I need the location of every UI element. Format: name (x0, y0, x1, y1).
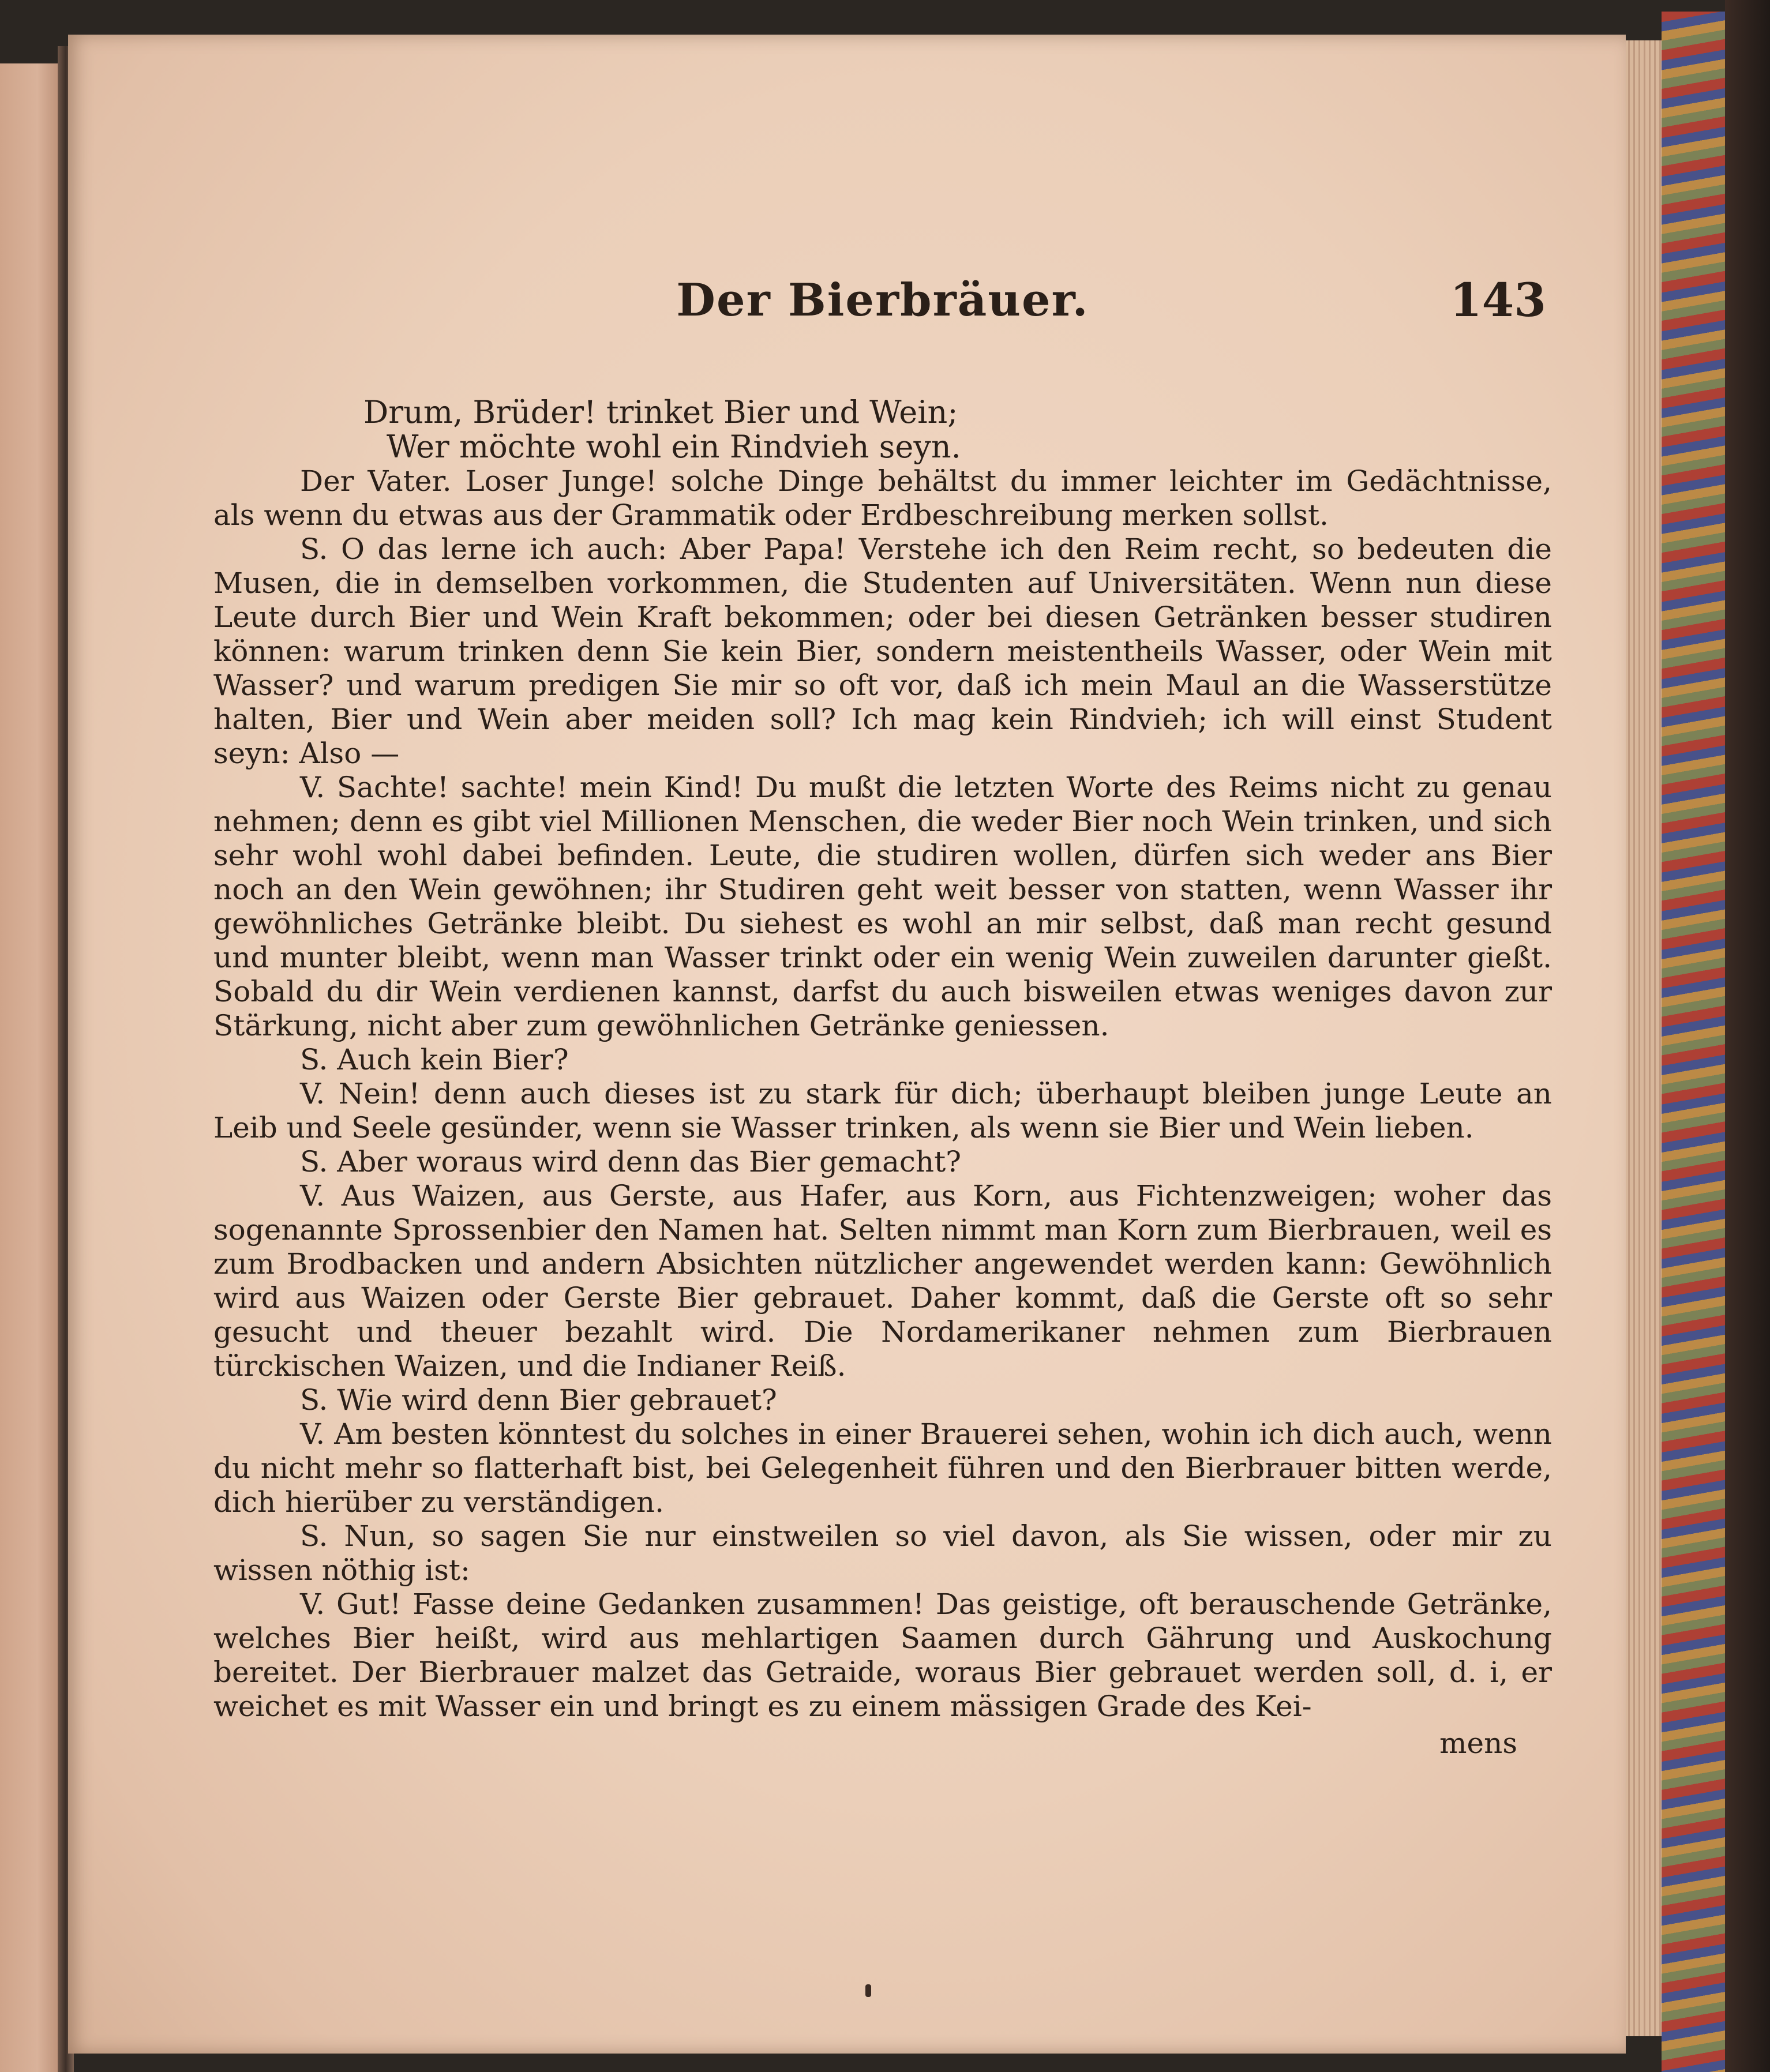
dialogue-paragraph: V. Sachte! sachte! mein Kind! Du mußt die letzten Worte des Reims nicht zu genau nehmen; denn es gibt viel Millionen Menschen, die weder Bier noch Wein trinken, und sich sehr wohl wohl dabei befinden. Leute, die studiren wollen, dürfen sich weder ans Bier noch an den Wein gewöhnen; ihr Studiren geht weit besser von statten, wenn Wasser ihr gewöhnliches Getränke bleibt. Du siehest es wohl an mir selbst, daß man recht gesund und munter bleibt, wenn man Wasser trinkt oder ein wenig Wein zuweilen darunter gießt. Sobald du dir Wein verdienen kannst, darfst du auch bisweilen etwas weniges davon zur Stärkung, nicht aber zum gewöhnlichen Getränke geniessen. (213, 771, 1552, 1042)
dialogue-paragraph: S. Aber woraus wird denn das Bier gemacht? (300, 1145, 962, 1178)
catchword: mens (1439, 1726, 1517, 1760)
ink-mark (865, 1984, 871, 1997)
previous-page-edge (0, 63, 62, 2072)
dialogue-paragraph: S. Auch kein Bier? (300, 1043, 569, 1076)
dialogue-paragraph: V. Am besten könntest du solches in einer Brauerei sehen, wohin ich dich auch, wenn du nicht mehr so flatterhaft bist, bei Gelegenheit führen und den Bierbrauer bitten werde, dich hierüber zu verständigen. (213, 1417, 1552, 1519)
verse-line: Drum, Brüder! trinket Bier und Wein; (363, 394, 958, 430)
dialogue-paragraph: V. Gut! Fasse deine Gedanken zusammen! Das geistige, oft berauschende Getränke, welches Bier heißt, wird aus mehlartigen Saamen durch Gährung und Auskochung bereitet. Der Bierbrauer malzet das Getraide, woraus Bier gebrauet werden soll, d. i, er weichet es mit Wasser ein und bringt es zu einem mässigen Grade des Kei- (213, 1587, 1552, 1723)
dialogue-paragraph: Der Vater. Loser Junge! solche Dinge behältst du immer leichter im Gedächtnisse, als wenn du etwas aus der Grammatik oder Erdbeschreibung merken sollst. (213, 464, 1552, 532)
page-header (213, 262, 1552, 349)
dialogue-paragraph: S. Nun, so sagen Sie nur einstweilen so viel davon, als Sie wissen, oder mir zu wissen nöthig ist: (213, 1519, 1552, 1587)
dialogue-paragraph: S. Wie wird denn Bier gebrauet? (300, 1383, 777, 1417)
book-cover-board (1725, 0, 1770, 2072)
book-page (68, 35, 1626, 2054)
dialogue-paragraph: V. Aus Waizen, aus Gerste, aus Hafer, aus Korn, aus Fichtenzweigen; woher das sogenannte Sprossenbier den Namen hat. Selten nimmt man Korn zum Bierbrauen, weil es zum Brodbacken und andern Absichten nützlicher angewendet werden kann: Gewöhnlich wird aus Waizen oder Gerste Bier gebrauet. Daher kommt, daß die Gerste oft so sehr gesucht und theuer bezahlt wird. Die Nordamerikaner nehmen zum Bierbrauen türckischen Waizen, und die Indianer Reiß. (213, 1179, 1552, 1383)
page-content (213, 262, 1552, 1761)
running-title: Der Bierbräuer. (676, 274, 1089, 326)
dialogue-paragraph: S. O das lerne ich auch: Aber Papa! Verstehe ich den Reim recht, so bedeuten die Musen, die in demselben vorkommen, die Studenten auf Universitäten. Wenn nun diese Leute durch Bier und Wein Kraft bekommen; oder bei diesen Getränken besser studiren können: warum trinken denn Sie kein Bier, sondern meistentheils Wasser, oder Wein mit Wasser? und warum predigen Sie mir so oft vor, daß ich mein Maul an die Wasserstütze halten, Bier und Wein aber meiden soll? Ich mag kein Rindvieh; ich will einst Student seyn: Also — (213, 532, 1552, 770)
page-number: 143 (1450, 273, 1546, 327)
verse-line: Wer möchte wohl ein Rindvieh seyn. (387, 429, 961, 465)
dialogue-paragraph: V. Nein! denn auch dieses ist zu stark für dich; überhaupt bleiben junge Leute an Leib und Seele gesünder, wenn sie Wasser trinken, als wenn sie Bier und Wein lieben. (213, 1077, 1552, 1144)
